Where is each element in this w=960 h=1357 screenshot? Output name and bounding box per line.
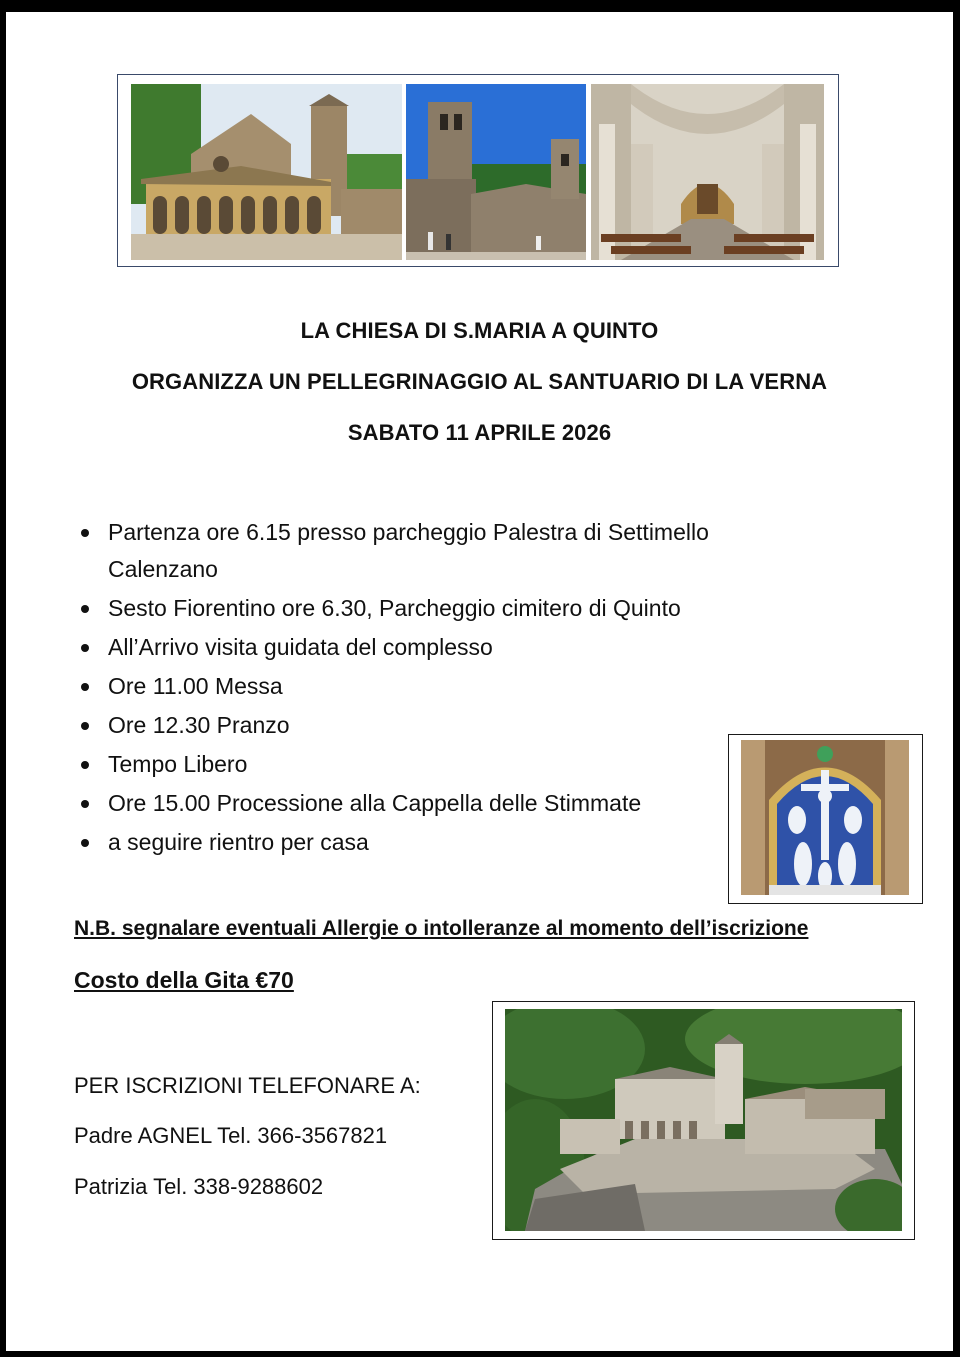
list-item: Sesto Fiorentino ore 6.30, Parcheggio cimitero di Quinto [78,590,798,627]
registration-heading: PER ISCRIZIONI TELEFONARE A: [74,1073,421,1098]
contact-phone-patrizia: Patrizia Tel. 338-9288602 [74,1174,324,1199]
della-robbia-crucifixion-relief-image [741,740,909,895]
program-list [78,514,798,863]
allergies-note: N.B. segnalare eventuali Allergie o intolleranze al momento dell’iscrizione [74,917,809,940]
sanctuary-aerial-view-image [505,1009,902,1231]
list-item: All’Arrivo visita guidata del complesso [78,629,798,666]
list-item: Ore 12.30 Pranzo [78,707,798,744]
church-interior-image [591,84,824,260]
bell-tower-image [406,84,586,260]
list-item: Partenza ore 6.15 presso parcheggio Palestra di Settimello Calenzano [78,514,758,588]
list-item: Ore 15.00 Processione alla Cappella delle Stimmate [78,785,798,822]
flyer-page [6,12,953,1351]
list-item: Ore 11.00 Messa [78,668,798,705]
list-item: Tempo Libero [78,746,798,783]
pilgrimage-heading: ORGANIZZA UN PELLEGRINAGGIO AL SANTUARIO DI LA VERNA [131,369,828,394]
trip-cost: Costo della Gita €70 [74,967,294,993]
church-name-heading: LA CHIESA DI S.MARIA A QUINTO [300,318,659,343]
event-date-heading: SABATO 11 APRILE 2026 [347,420,612,445]
contact-phone-agnel: Padre AGNEL Tel. 366-3567821 [74,1123,388,1148]
church-facade-image [131,84,402,260]
list-item: a seguire rientro per casa [78,824,798,861]
